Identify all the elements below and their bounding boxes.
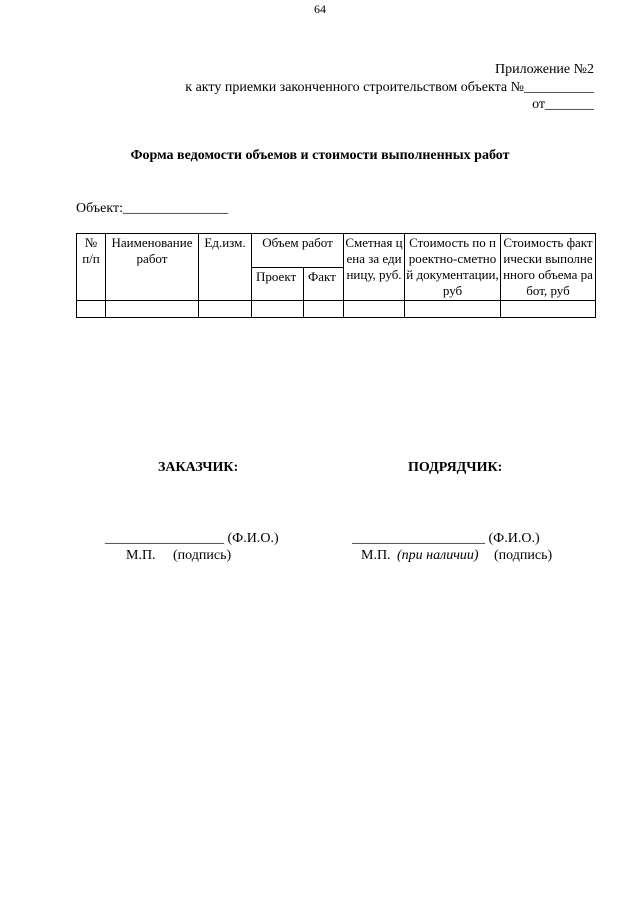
table-row	[77, 301, 596, 318]
form-title: Форма ведомости объемов и стоимости выполненных работ	[130, 148, 510, 163]
header-unit-price: Сметная цена за единицу, руб.	[344, 234, 405, 301]
contractor-stamp-note: (при наличии)	[397, 548, 479, 563]
table-header-row	[77, 234, 596, 268]
header-volume-project: Проект	[252, 267, 304, 301]
table-cell[interactable]	[405, 301, 501, 318]
header-number: № п/п	[77, 234, 106, 301]
table-cell[interactable]	[304, 301, 344, 318]
header-volume: Объем работ	[252, 234, 344, 268]
table-cell[interactable]	[77, 301, 106, 318]
appendix-date: от_______	[532, 97, 594, 112]
table-cell[interactable]	[199, 301, 252, 318]
object-line: Объект:_______________	[76, 201, 228, 216]
customer-signature-line: _________________ (Ф.И.О.)	[105, 531, 279, 546]
header-actual-cost: Стоимость фактически выполненного объема работ, руб	[501, 234, 596, 301]
contractor-signature-line: ___________________ (Ф.И.О.)	[352, 531, 540, 546]
works-volume-table	[76, 233, 596, 318]
header-volume-fact: Факт	[304, 267, 344, 301]
appendix-reference: к акту приемки законченного строительством объекта №__________	[185, 80, 594, 95]
appendix-title: Приложение №2	[495, 62, 594, 77]
customer-heading: ЗАКАЗЧИК:	[158, 460, 239, 475]
table-cell[interactable]	[106, 301, 199, 318]
header-project-cost: Стоимость по проектно-сметной документации, руб	[405, 234, 501, 301]
table-cell[interactable]	[344, 301, 405, 318]
header-work-name: Наименование работ	[106, 234, 199, 301]
customer-sign-label: (подпись)	[173, 548, 232, 563]
contractor-sign-label: (подпись)	[494, 548, 553, 563]
contractor-heading: ПОДРЯДЧИК:	[408, 460, 503, 475]
header-unit: Ед.изм.	[199, 234, 252, 301]
customer-stamp-label: М.П.	[126, 548, 156, 563]
page-number: 64	[314, 2, 326, 16]
contractor-stamp-label: М.П.	[361, 548, 391, 563]
table-cell[interactable]	[501, 301, 596, 318]
table-cell[interactable]	[252, 301, 304, 318]
